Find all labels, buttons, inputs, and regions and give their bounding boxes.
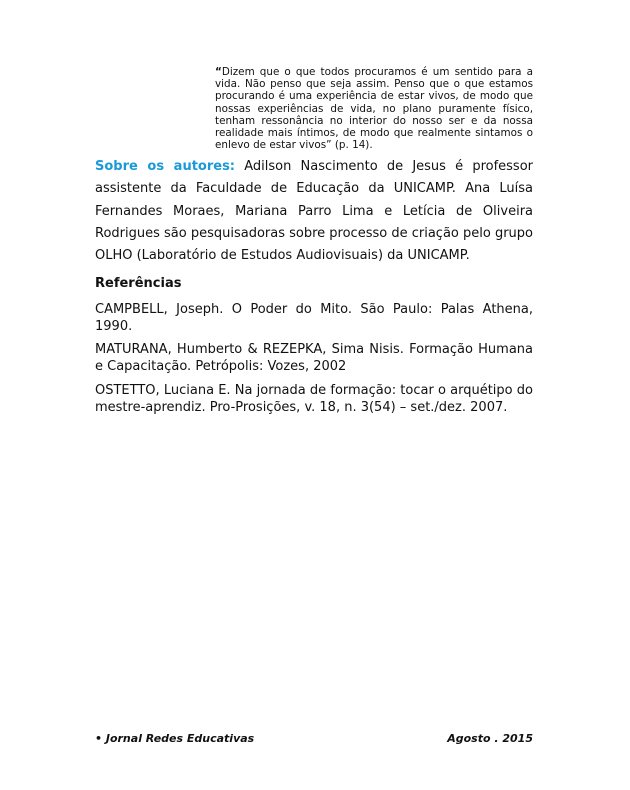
about-authors-paragraph — [95, 156, 533, 267]
references-heading: Referências — [95, 276, 182, 291]
reference-item: MATURANA, Humberto & REZEPKA, Sima Nisis. Formação Humana e Capacitação. Petrópolis: Vozes, 2002 — [95, 342, 533, 374]
about-authors-text: Adilson Nascimento de Jesus é professor assistente da Faculdade de Educação da UNICAMP. Ana Luísa Fernandes Moraes, Mariana Parro Lima e Letícia de Oliveira Rodrigues são pesquisadoras sobre processo de criação pelo grupo OLHO (Laboratório de Estudos Audiovisuais) da UNICAMP. — [95, 159, 534, 264]
page-footer — [95, 732, 533, 745]
reference-item: CAMPBELL, Joseph. O Poder do Mito. São Paulo: Palas Athena, 1990. — [95, 302, 533, 334]
footer-journal-name: • Jornal Redes Educativas — [95, 732, 255, 745]
quote-text: Dizem que o que todos procuramos é um sentido para a vida. Não penso que seja assim. Penso que o que estamos procurando é uma experiência de estar vivos, de modo que nossas experiências de vida, no plano puramente físico, tenham ressonância no interior do nosso ser e da nossa realidade mais íntimos, de modo que realmente sintamos o enlevo de estar vivos” (p. 14). — [215, 66, 533, 152]
quote-open-mark: “ — [215, 66, 222, 78]
about-authors-label: Sobre os autores: — [95, 159, 236, 174]
footer-date: Agosto . 2015 — [447, 732, 533, 745]
reference-item: OSTETTO, Luciana E. Na jornada de formação: tocar o arquétipo do mestre-aprendiz. Pro-Prosições, v. 18, n. 3(54) – set./dez. 2007. — [95, 383, 533, 415]
block-quote — [215, 66, 533, 151]
